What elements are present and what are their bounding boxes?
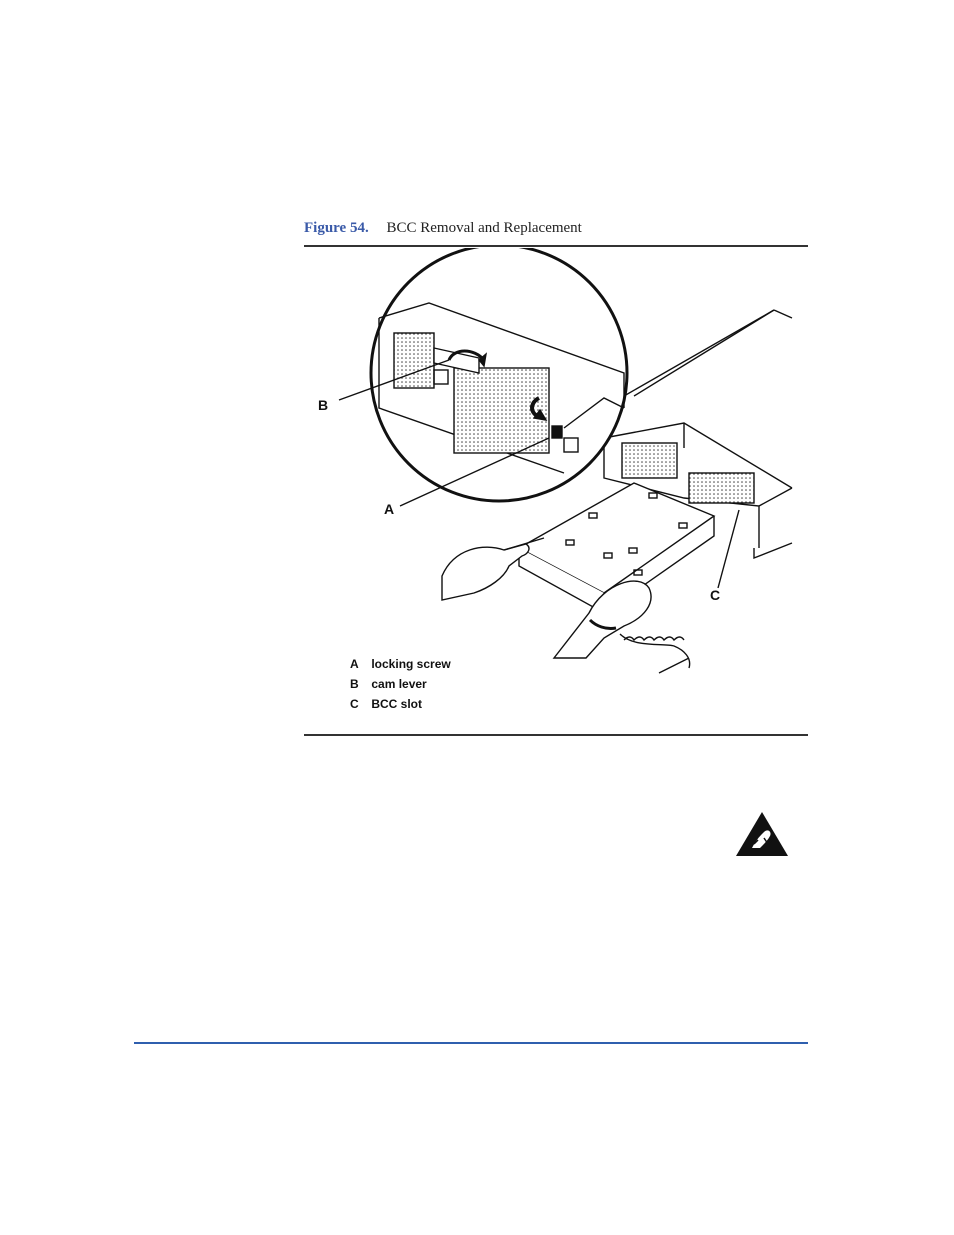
- legend-label: locking screw: [371, 657, 451, 671]
- legend-key: C: [350, 697, 359, 711]
- figure-number: Figure 54.: [304, 220, 369, 236]
- legend-item: [350, 674, 451, 694]
- legend-key: B: [350, 677, 359, 691]
- figure-caption: [304, 220, 808, 237]
- legend-label: cam lever: [371, 677, 427, 691]
- callout-b: B: [318, 397, 329, 413]
- figure-title: BCC Removal and Replacement: [386, 220, 582, 236]
- legend-item: [350, 694, 451, 714]
- figure-bottom-rule: [304, 734, 808, 736]
- figure-top-rule: [304, 245, 808, 247]
- footer-rule: [134, 1042, 808, 1044]
- legend-label: BCC slot: [371, 697, 423, 711]
- figure-legend: [350, 654, 451, 714]
- callout-a: A: [384, 501, 395, 517]
- legend-item: [350, 654, 451, 674]
- esd-warning-icon: [734, 810, 790, 858]
- callout-c: C: [710, 587, 721, 603]
- legend-key: A: [350, 657, 359, 671]
